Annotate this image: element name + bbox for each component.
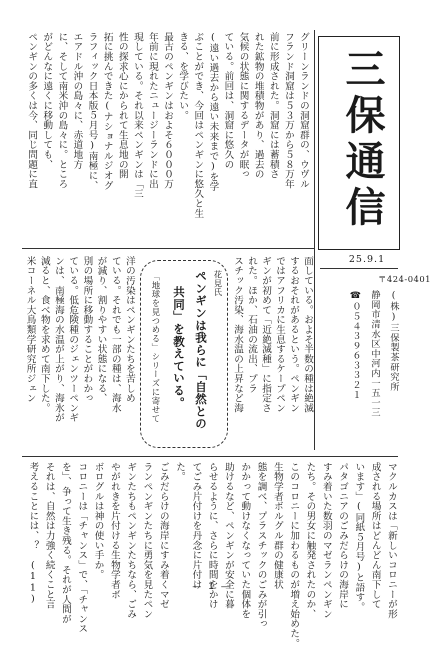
- text-column: 別の場所に移動することがわかっ: [81, 256, 93, 403]
- text-column: 成される場所はどんどん南下して: [369, 462, 381, 609]
- text-column: コロニーは「チャンス」で、「チャンス: [76, 462, 88, 634]
- postal-code: 〒424-0401: [378, 274, 431, 284]
- text-column: ている。前回は、洞窟に悠久の: [222, 32, 234, 170]
- date-rule: [320, 268, 398, 269]
- text-column: 生物学者ボルグル群の健康状: [271, 462, 283, 590]
- text-column: 減ると、食べ物を求めて南下した。: [38, 256, 50, 413]
- text-column: ギンたちもペンギンたちなら、ごみ: [125, 462, 137, 619]
- text-column: ボログルは神の使い手か。: [92, 462, 104, 580]
- text-column: パタゴニアのごみだらけの海岸に: [337, 462, 349, 609]
- text-column: ている。低危険種のジェンツーペンギ: [67, 256, 79, 423]
- text-column: います」(同紙５月号)と語す。: [353, 462, 365, 612]
- text-column: エアドル沖の島々に、赤道地方: [71, 32, 83, 170]
- text-column: れた。ほか、石油の流出、プラ: [246, 256, 257, 394]
- text-column: ごみだらけの海岸にすみ着くマゼ: [157, 462, 169, 609]
- bottom-article-block: [22, 462, 398, 648]
- middle-row-rule: [22, 456, 398, 457]
- text-column: するおそれがあるという。ペンギン: [288, 256, 299, 413]
- text-column: てごみ片付けを丹念に片付け: [190, 462, 202, 590]
- publisher-org: (株)三保製茶研究所: [388, 290, 399, 392]
- essay-kicker: 花見氏: [213, 270, 223, 297]
- text-column: を」、争って生き残る。それが人間が: [59, 462, 71, 624]
- text-column: 考えることには、？ (11): [27, 462, 39, 605]
- newsletter-title: 三保通信: [339, 48, 386, 232]
- text-column: マクルカスは「新しいコロニーが形: [385, 462, 397, 619]
- publisher-phone: ☎０５４３９６３３２１: [350, 290, 361, 400]
- text-column: らせるように、さらに時間をかけ: [206, 462, 218, 609]
- text-column: 面している。およそ半数の種は絶滅: [302, 256, 313, 413]
- middle-article-block-right: [230, 256, 314, 450]
- page-number: — 1 —: [192, 582, 232, 592]
- essay-headline-2: 共同」を教えている。: [172, 286, 186, 409]
- text-column: が減り、割りやすい状態になる、: [95, 256, 107, 403]
- essay-headline-1: ペンギンは我らに「自然との: [194, 270, 208, 430]
- text-column: グリーンランドの洞窟群の、ウヴル: [297, 32, 309, 189]
- text-column: れた鉱物の堆積物があり、過去の: [252, 32, 264, 179]
- text-column: ペンギンの多くは今、同じ問題に直: [26, 32, 38, 189]
- masthead-divider: [314, 30, 315, 450]
- text-column: ている。それでも一部の種は、海水: [109, 256, 121, 413]
- text-column: すみ着いた数羽のマゼランペンギン: [320, 462, 332, 619]
- text-column: ンは、南極海の水温が上がり、海氷が: [52, 256, 64, 423]
- text-column: に、そして南米沖の島々に。ところ: [56, 32, 68, 189]
- text-column: 性の探求心にかられて生息地の開: [116, 32, 128, 179]
- text-column: (遠い過去から遠い未来まで)を学: [207, 32, 219, 192]
- text-column: きる、を学びたい。: [177, 32, 189, 121]
- text-column: 態を調べ、プラスチックのごみが引っ: [255, 462, 267, 629]
- text-column: やがれきを片付ける生物学者ボ: [108, 462, 120, 600]
- text-column: たち。その男女に触発されたのか、: [304, 462, 316, 619]
- text-column: かかって動けなくなっていた個体を: [239, 462, 251, 619]
- text-column: 最古のペンギンはおよそ６０００万: [162, 32, 174, 189]
- text-column: ランペンギンたちに勇気を見たペン: [141, 462, 153, 619]
- text-column: それは、自然は力強く続くこと言: [43, 462, 55, 609]
- text-column: がどんなに遠くに移動しても、: [41, 32, 53, 170]
- text-column: 洋の汚染はペンギンたちを苦しめ: [123, 256, 135, 403]
- text-column: ではアフリカに生息するケープペン: [274, 256, 285, 413]
- publisher-address: 静岡市清水区中河内一五一三: [369, 290, 380, 418]
- middle-article-block: [22, 256, 136, 450]
- text-column: 前に形成された。洞窟には蓄積さ: [267, 32, 279, 179]
- top-row-rule: [22, 248, 314, 249]
- issue-date: 25.9.1: [348, 254, 386, 265]
- top-article-block: [22, 32, 310, 244]
- text-column: ぶことができ、今回はペンギンに悠久と生: [192, 32, 204, 219]
- text-column: 気候の状態に関するデータが眠っ: [237, 32, 249, 179]
- text-column: 現している。それ以来ペンギンは「三: [131, 32, 143, 199]
- text-column: 助けるなど、ペンギンが安全に暮: [222, 462, 234, 609]
- text-column: フランド洞窟は５３万から５８万年: [282, 32, 294, 189]
- essay-series: 「地球を見つめる」シリーズに寄せて: [151, 272, 161, 424]
- text-column: 年前に現れたニュージーランドに出: [146, 32, 158, 189]
- text-column: ラフィック日本版５月号)南極に、: [86, 32, 98, 191]
- text-column: 米コーネル大鳥類学研究所ジェン: [24, 256, 36, 403]
- text-column: ギンが初めて「近絶滅種」に指定さ: [260, 256, 271, 413]
- text-column: このコロニーに加わるものが増え始めた。: [288, 462, 300, 648]
- text-column: 拓に挑んできた(ナショナルジオグ: [101, 32, 113, 191]
- text-column: た。: [174, 462, 186, 482]
- text-column: スチック汚染、海水温の上昇など海: [232, 256, 243, 413]
